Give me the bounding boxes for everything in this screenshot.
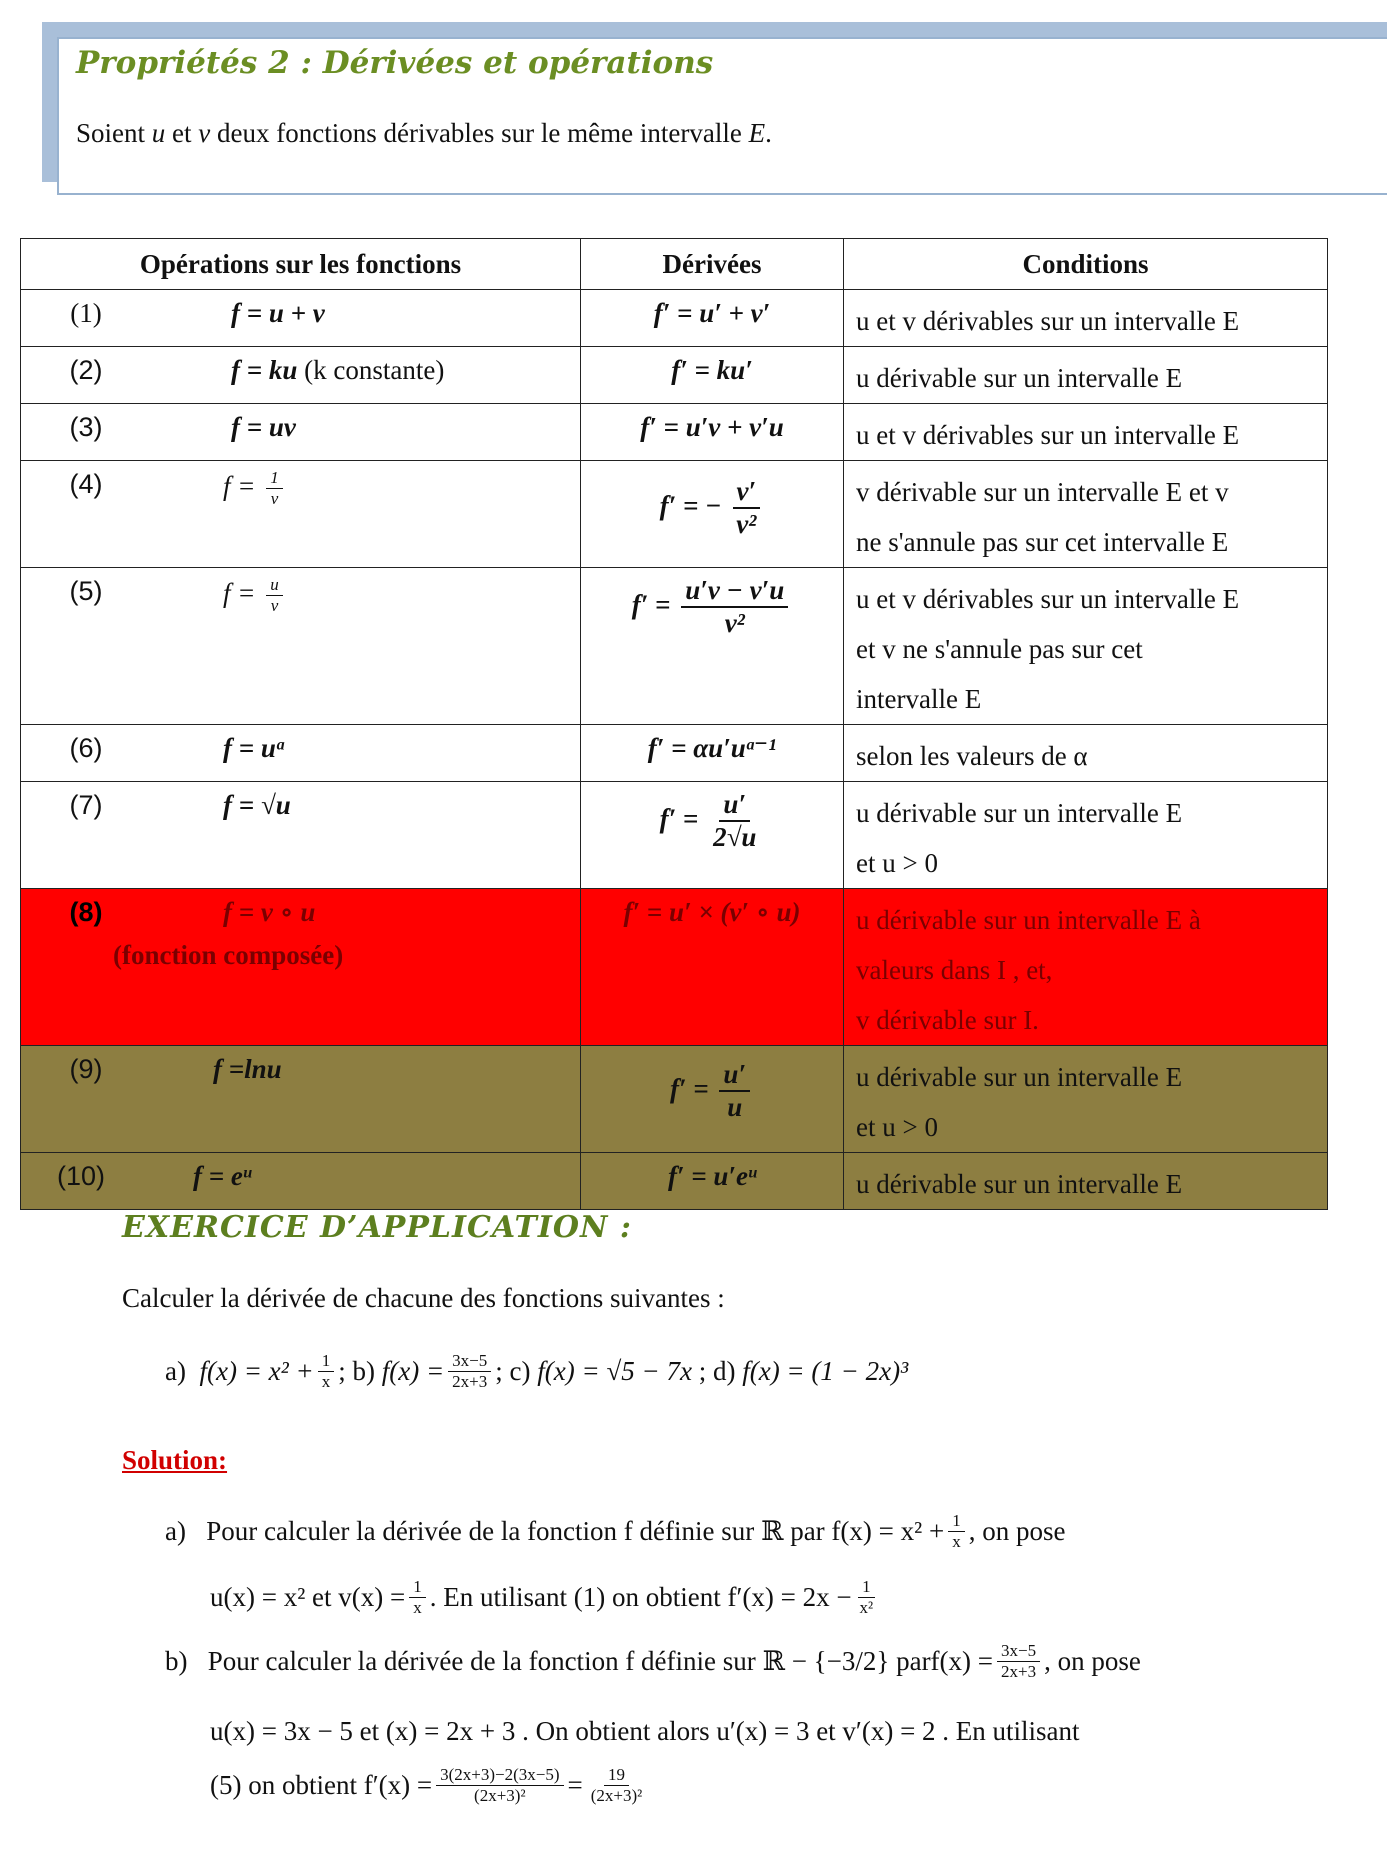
table-row: (1) f = u + v f′ = u′ + v′ u et v dérivables sur un intervalle E — [21, 290, 1328, 347]
solution-b-line2: u(x) = 3x − 5 et (x) = 2x + 3 . On obtient alors u′(x) = 3 et v′(x) = 2 . En utilisant — [210, 1716, 1080, 1746]
table-row: (7) f = √u f′ = $\frac{u'}{2√u}$ u dérivable sur un intervalle E et u > 0 — [21, 782, 1328, 889]
table-row: (3) f = uv f′ = u′v + v′u u et v dérivables sur un intervalle E — [21, 404, 1328, 461]
header-conditions: Conditions — [844, 239, 1328, 290]
table-row: (4) f = $\frac{1}{v}$ f′ = − $\frac{v'}{\text{v²}}$ v dérivable sur un intervalle E et v ne s'annule pas sur cet intervalle E — [21, 461, 1328, 568]
table-row: (5) f = $\frac{u}{v}$ f′ = $\frac{u'v - v'u}{\text{v²}}$ u et v dérivables sur un intervalle E et v ne s'annule pas sur cet intervalle E — [21, 568, 1328, 725]
solution-b-line1: b) Pour calculer la dérivée de la fonction f définie sur ℝ − {−3/2} parf(x) = $\frac{3x-5}{2x+3}$ , on pose — [165, 1641, 1141, 1681]
table-row-highlight-olive: (10) f = eᵘ f′ = u′eᵘ u dérivable sur un intervalle E — [21, 1153, 1328, 1210]
exercise-functions: a) f(x) = x² + $\frac{1}{x}$ ; b) f(x) = $\frac{3x-5}{2x+3}$ ; c) f(x) = √5 − 7x ; d) f(x) = (1 − 2x)³ — [165, 1351, 909, 1391]
table-row: (2) f = ku (k constante) f′ = ku′ u dérivable sur un intervalle E — [21, 347, 1328, 404]
table-row-highlight-olive: (9) f =lnu f′ = $\frac{u'}{u}$ u dérivable sur un intervalle E et u > 0 — [21, 1046, 1328, 1153]
header-operations: Opérations sur les fonctions — [21, 239, 581, 290]
property-intro: Soient u et v deux fonctions dérivables sur le même intervalle E. — [76, 118, 772, 148]
property-title: Propriétés 2 : Dérivées et opérations — [76, 45, 714, 81]
exercise-title: EXERCICE D’APPLICATION : — [122, 1210, 632, 1245]
solution-a-line1: a) Pour calculer la dérivée de la fonction f définie sur ℝ par f(x) = x² + $\frac{1}{x}$ , on pose — [165, 1511, 1066, 1551]
exercise-instruction: Calculer la dérivée de chacune des fonctions suivantes : — [122, 1283, 725, 1313]
property-frame-left — [42, 22, 57, 182]
header-derivatives: Dérivées — [581, 239, 844, 290]
solution-b-line3: (5) on obtient f′(x) = $\frac{3(2x+3)-2(3x-5)}{\text{(2x+3)²}}$ = $\frac{19}{\text{(2x+3)²}}$ — [210, 1765, 643, 1805]
table-header-row — [21, 239, 1328, 290]
solution-label: Solution: — [122, 1445, 228, 1475]
table-row: (6) f = uᵅ f′ = αu′uᵅ⁻¹ selon les valeurs de α — [21, 725, 1328, 782]
property-frame-top — [42, 22, 1387, 37]
derivatives-table — [20, 238, 1328, 1210]
table-row-highlight-red: (8) f = v ∘ u (fonction composée) f′ = u′ × (v′ ∘ u) u dérivable sur un intervalle E à valeurs dans I , et, v dérivable sur I. — [21, 889, 1328, 1046]
solution-a-line2: u(x) = x² et v(x) = $\frac{1}{x}$ . En utilisant (1) on obtient f′(x) = 2x − $\frac{1}{\text{x²}}$ — [210, 1577, 874, 1617]
